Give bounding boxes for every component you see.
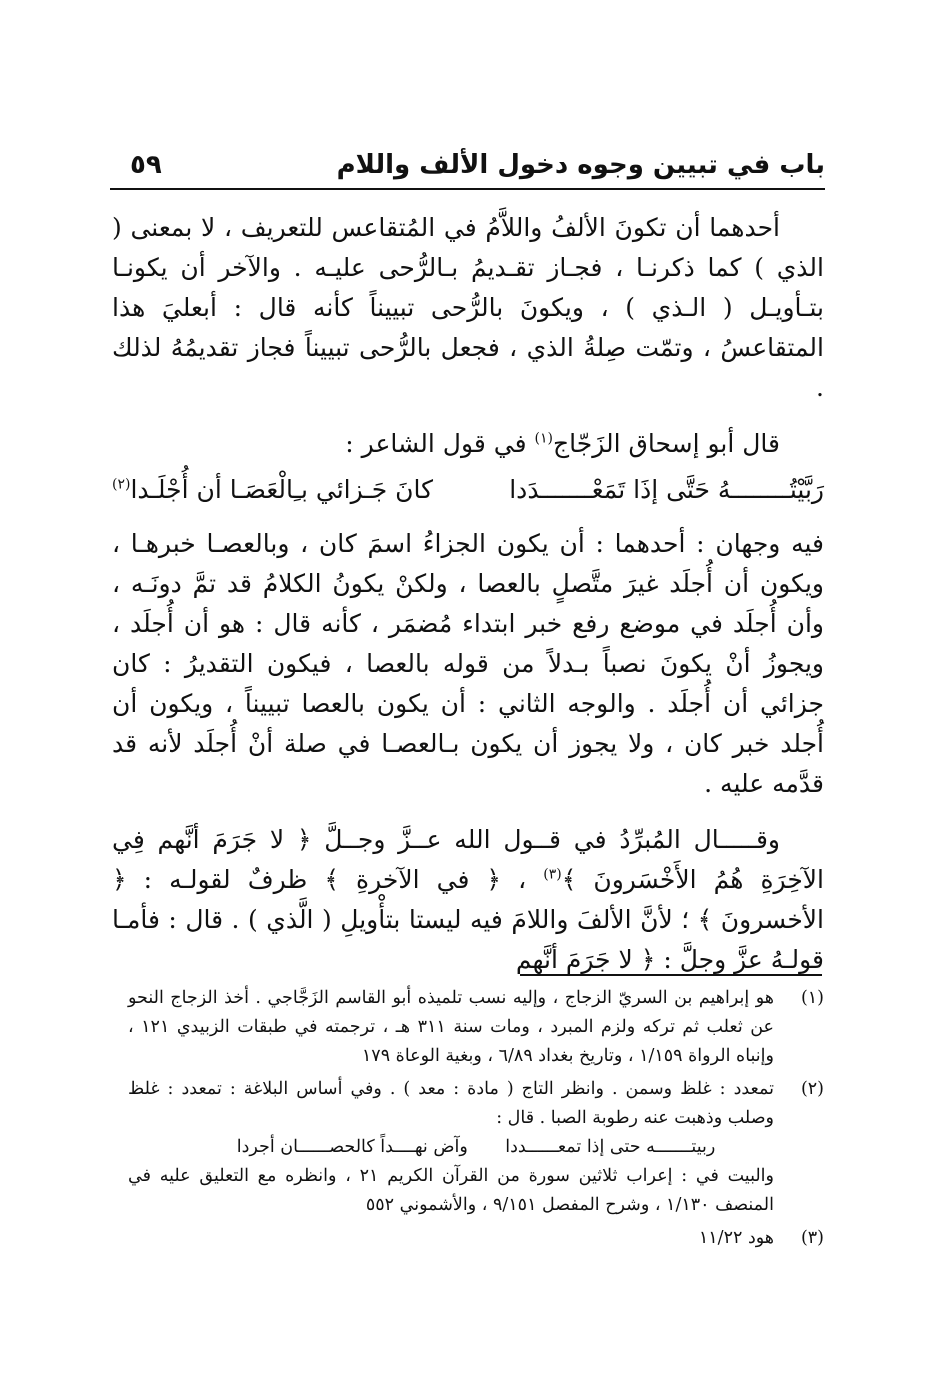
paragraph-4-text-end: ، ﴿ في الآخرةِ ﴾ ظرفٌ لقولـه : ﴿ الأخسرونَ ﴾ ؛ لأنَّ الألفَ واللامَ فيه ليستا بتأْويلِ ( الَّذي ) . قال : فأمـا قولـهُ عزَّ وجلَّ : ﴿ لا جَرَمَ أنَّهم	[112, 865, 824, 974]
chapter-title: باب في تبيين وجوه دخول الألف واللام	[336, 150, 825, 180]
verse-first-hemistich: رَبَّيْتُــــــــهُ حَتَّى إذَا تَمَعْـــــــدَدا	[509, 475, 824, 504]
verse-second-hemistich-wrap	[112, 470, 433, 510]
footnote-text: تمعدد : غلظ وسمن . وانظر التاج ( مادة : معد ) . وفي أساس البلاغة : تمعدد : غلظ وصلب وذهبت عنه رطوبة الصبا . قال :	[128, 1079, 774, 1128]
poetry-verse	[112, 470, 824, 510]
verse-second-hemistich: كانَ جَـزائي بـِالْعَصَـا أن أُجْلَـدا	[130, 475, 434, 504]
footnote-text: هو إبراهيم بن السريّ الزجاج ، وإليه نسب تلميذه أبو القاسم الزَجَّاجي . أخذ الزجاج النحو عن ثعلب ثم تركه ولزم المبرد ، ومات سنة ٣١١ هـ ، ترجمته في طبقات الزبيدي ١٢١ ، وإنباه الرواة ١/١٥٩ ، وتاريخ بغداد ٦/٨٩ ، وبغية الوعاة ١٧٩	[128, 988, 774, 1066]
running-header	[110, 140, 825, 190]
paragraph-4	[112, 820, 824, 980]
paragraph-4-text: وقـــــال المُبرِّدُ في قــول الله عــزَّ وجــلَّ ﴿ لا جَرَمَ أنَّهم فِي الآخِرَةِ هُمُ الأَخْسَرونَ ﴾	[112, 825, 824, 894]
footnote-2	[128, 1075, 824, 1220]
footnote-text-after: والبيت في : إعراب ثلاثين سورة من القرآن الكريم ٢١ ، وانظره مع التعليق عليه في المنصف ١/١٣٠ ، وشرح المفصل ٩/١٥١ ، والأشموني ٥٥٢	[128, 1166, 774, 1215]
paragraph-2-text-end: في قول الشاعر :	[345, 429, 535, 458]
paragraph-3: فيه وجهان : أحدهما : أن يكون الجزاءُ اسمَ كان ، وبالعصـا خبرهـا ، ويكون أن أُجلَد غيرَ متَّصلٍ بالعصا ، ولكنْ يكونُ الكلامُ قد تمَّ دونَـه ، وأن أُجلَد في موضع رفع خبر ابتداء مُضمَر ، كأنه قال : هو أن أُجلَد ، ويجوزُ أنْ يكونَ نصباً بـدلاً من قوله بالعصا ، فيكون التقديرُ : كان جزائي أن أُجلَد . والوجه الثاني : أن يكون بالعصا تبييناً ، ويكون أن أُجلد خبر كان ، ولا يجوز أن يكون بـالعصـا في صلة أنْ أُجلَد لأنه قد قدَّمه عليه .	[112, 529, 824, 798]
footnote-verse	[128, 1133, 774, 1162]
footnote-number: (٢)	[800, 1079, 824, 1099]
footnote-body	[128, 1075, 774, 1220]
footnote-number: (٣)	[800, 1228, 824, 1248]
footnote-1	[128, 984, 824, 1071]
page-number: ٥٩	[130, 150, 162, 180]
paragraph-1: أحدهما أن تكونَ الألفُ واللاَّمُ في المُتقاعس للتعريف ، لا بمعنى ( الذي ) كما ذكرنـا ، فجـاز تقـديمُ بـالرُّحى عليـه . والآخر أن يكونـا بتـأويـل ( الـذي ) ، ويكونَ بالرُّحى تبييناً كأنه قال : أبعليَ هذا المتقاعسُ ، وتمّت صِلةُ الذي ، فجعل بالرُّحى تبييناً فجاز تقديمُهُ لذلك .	[112, 213, 824, 402]
footnote-number: (١)	[800, 988, 824, 1008]
paragraph-2-text: قال أبو إسحاق الزَجّاج	[552, 429, 780, 458]
footnote-divider	[520, 974, 822, 976]
footnote-verse-second: وآض نهــــداً كالحصــــــان أجردا	[236, 1137, 468, 1157]
footnote-verse-first: ربيتـــــــه حتى إذا تمعــــــددا	[505, 1137, 716, 1157]
footnotes	[128, 984, 824, 1257]
paragraph-2	[112, 424, 824, 464]
footnote-text: هود ١١/٢٢	[698, 1228, 774, 1248]
footnote-ref-3: (٣)	[543, 866, 562, 883]
footnote-ref-2: (٢)	[112, 476, 131, 493]
main-text	[112, 208, 824, 996]
footnote-ref-1: (١)	[534, 430, 553, 447]
footnote-3	[128, 1224, 824, 1253]
